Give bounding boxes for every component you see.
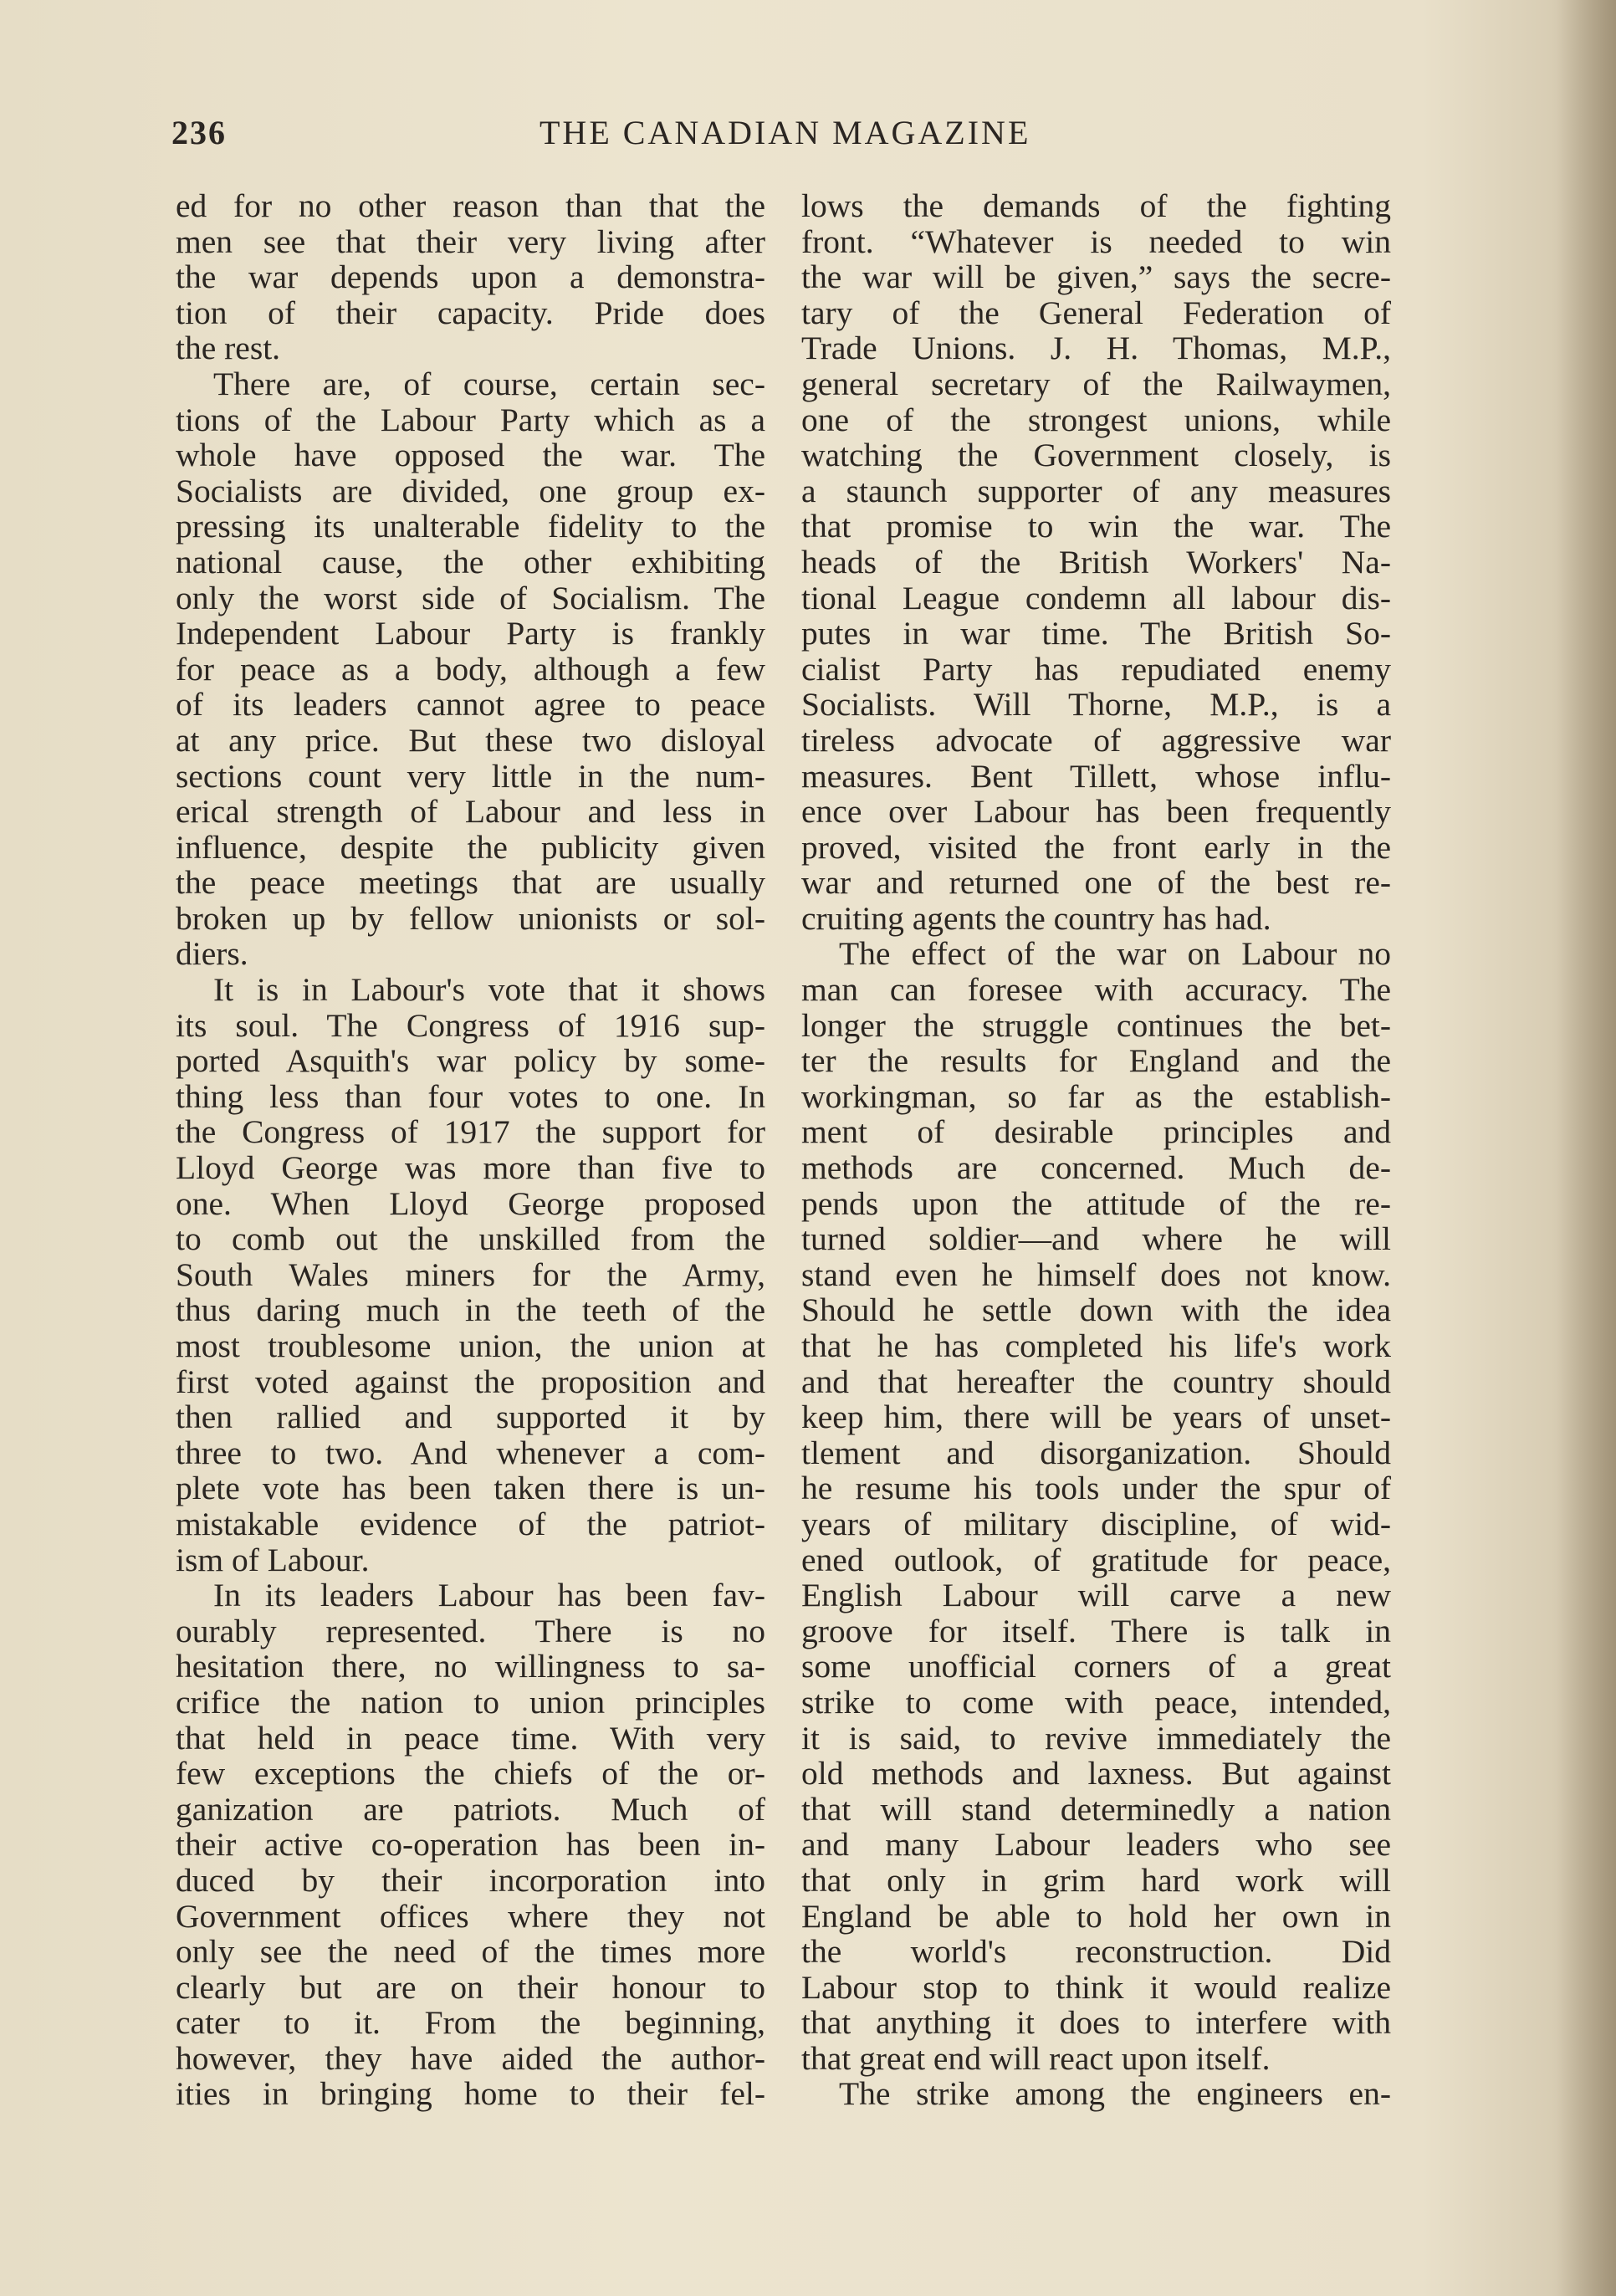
text-line: one. When Lloyd George proposed [176, 1184, 765, 1222]
page-number: 236 [171, 114, 227, 151]
text-line: ganization are patriots. Much of [176, 1790, 765, 1828]
text-line: whole have opposed the war. The [176, 437, 765, 474]
text-line: longer the struggle continues the bet- [801, 1006, 1391, 1044]
text-line: watching the Government closely, is [801, 437, 1391, 474]
text-line: heads of the British Workers' Na- [801, 543, 1391, 580]
text-line: Trade Unions. J. H. Thomas, M.P., [801, 330, 1391, 367]
text-line: erical strength of Labour and less in [176, 793, 765, 831]
text-line: ence over Labour has been frequently [801, 793, 1391, 831]
text-line: cruiting agents the country has had. [801, 899, 1271, 937]
text-line: that great end will react upon itself. [801, 2039, 1271, 2077]
text-line: the war depends upon a demonstra- [176, 258, 765, 296]
text-line: influence, despite the publicity given [176, 828, 765, 866]
text-line: methods are concerned. Much de- [801, 1149, 1391, 1187]
text-line: broken up by fellow unionists or sol- [176, 899, 765, 937]
text-line: tion of their capacity. Pride does [176, 294, 765, 331]
text-line: some unofficial corners of a great [801, 1648, 1391, 1685]
text-line: the war will be given,” says the secre- [801, 258, 1391, 296]
text-line: diers. [176, 935, 248, 973]
text-line: general secretary of the Railwaymen, [801, 365, 1391, 402]
text-line: a staunch supporter of any measures [801, 472, 1391, 509]
text-line: English Labour will carve a new [801, 1577, 1391, 1614]
text-line: at any price. But these two disloyal [176, 721, 765, 759]
text-line: workingman, so far as the establish- [801, 1077, 1391, 1115]
text-line: Should he settle down with the idea [801, 1291, 1391, 1329]
text-line: however, they have aided the author- [176, 2039, 765, 2077]
text-line: Socialists are divided, one group ex- [176, 472, 765, 509]
text-line: Lloyd George was more than five to [176, 1149, 765, 1187]
text-line: ported Asquith's war policy by some- [176, 1042, 765, 1080]
text-line: national cause, the other exhibiting [176, 543, 765, 580]
text-line: The effect of the war on Labour no [839, 935, 1391, 973]
text-line: its soul. The Congress of 1916 sup- [176, 1006, 765, 1044]
text-line: South Wales miners for the Army, [176, 1255, 765, 1293]
right-column [801, 188, 1391, 2112]
text-line: plete vote has been taken there is un- [176, 1470, 765, 1507]
text-line: most troublesome union, the union at [176, 1327, 765, 1364]
text-line: the rest. [176, 330, 281, 367]
text-line: the peace meetings that are usually [176, 864, 765, 902]
text-line: tary of the General Federation of [801, 294, 1391, 331]
text-line: war and returned one of the best re- [801, 864, 1391, 902]
text-line: tireless advocate of aggressive war [801, 721, 1391, 759]
text-line: Government offices where they not [176, 1897, 765, 1935]
text-line: of its leaders cannot agree to peace [176, 686, 765, 724]
text-line: strike to come with peace, intended, [801, 1683, 1391, 1721]
text-line: and that hereafter the country should [801, 1363, 1391, 1400]
text-line: tlement and disorganization. Should [801, 1434, 1391, 1471]
left-column [176, 188, 765, 2112]
text-line: turned soldier—and where he will [801, 1220, 1391, 1258]
text-line: only see the need of the times more [176, 1933, 765, 1971]
text-line: clearly but are on their honour to [176, 1968, 765, 2006]
page-header [171, 113, 1393, 163]
text-line: one of the strongest unions, while [801, 401, 1391, 438]
text-line: three to two. And whenever a com- [176, 1434, 765, 1471]
text-line: tions of the Labour Party which as a [176, 401, 765, 438]
page-edge-shadow [1557, 0, 1616, 2296]
text-line: In its leaders Labour has been fav- [213, 1577, 765, 1614]
text-line: cater to it. From the beginning, [176, 2004, 765, 2042]
text-line: their active co-operation has been in- [176, 1826, 765, 1864]
text-line: keep him, there will be years of unset- [801, 1399, 1391, 1436]
text-line: ourably represented. There is no [176, 1612, 765, 1649]
text-line: There are, of course, certain sec- [213, 365, 765, 402]
text-line: that only in grim hard work will [801, 1861, 1391, 1899]
text-line: it is said, to revive immediately the [801, 1719, 1391, 1757]
text-line: tional League condemn all labour dis- [801, 579, 1391, 616]
text-line: ened outlook, of gratitude for peace, [801, 1541, 1391, 1578]
text-line: he resume his tools under the spur of [801, 1470, 1391, 1507]
text-line: that he has completed his life's work [801, 1327, 1391, 1364]
text-line: men see that their very living after [176, 222, 765, 260]
text-line: Socialists. Will Thorne, M.P., is a [801, 686, 1391, 724]
text-line: that held in peace time. With very [176, 1719, 765, 1757]
text-line: crifice the nation to union principles [176, 1683, 765, 1721]
text-line: to comb out the unskilled from the [176, 1220, 765, 1258]
text-line: duced by their incorporation into [176, 1861, 765, 1899]
text-line: lows the demands of the fighting [801, 187, 1391, 224]
text-line: the Congress of 1917 the support for [176, 1113, 765, 1151]
text-line: It is in Labour's vote that it shows [213, 971, 765, 1009]
text-line: groove for itself. There is talk in [801, 1612, 1391, 1649]
text-line: measures. Bent Tillett, whose influ- [801, 757, 1391, 795]
text-line: ed for no other reason than that the [176, 187, 765, 224]
running-head: THE CANADIAN MAGAZINE [540, 114, 1031, 151]
text-line: few exceptions the chiefs of the or- [176, 1755, 765, 1792]
text-line: that anything it does to interfere with [801, 2004, 1391, 2042]
text-line: old methods and laxness. But against [801, 1755, 1391, 1792]
text-line: ism of Labour. [176, 1541, 370, 1578]
text-line: putes in war time. The British So- [801, 615, 1391, 652]
text-line: that promise to win the war. The [801, 508, 1391, 545]
text-line: ment of desirable principles and [801, 1113, 1391, 1151]
text-line: mistakable evidence of the patriot- [176, 1505, 765, 1542]
text-line: that will stand determinedly a nation [801, 1790, 1391, 1828]
text-line: ter the results for England and the [801, 1042, 1391, 1080]
text-line: Labour stop to think it would realize [801, 1968, 1391, 2006]
text-line: man can foresee with accuracy. The [801, 971, 1391, 1009]
text-line: then rallied and supported it by [176, 1399, 765, 1436]
text-line: hesitation there, no willingness to sa- [176, 1648, 765, 1685]
text-line: pends upon the attitude of the re- [801, 1184, 1391, 1222]
text-line: proved, visited the front early in the [801, 828, 1391, 866]
text-line: for peace as a body, although a few [176, 650, 765, 688]
text-line: England be able to hold her own in [801, 1897, 1391, 1935]
text-line: sections count very little in the num- [176, 757, 765, 795]
text-line: pressing its unalterable fidelity to the [176, 508, 765, 545]
text-line: front. “Whatever is needed to win [801, 222, 1391, 260]
text-line: only the worst side of Socialism. The [176, 579, 765, 616]
text-line: thus daring much in the teeth of the [176, 1291, 765, 1329]
text-line: ities in bringing home to their fel- [176, 2075, 765, 2113]
text-line: thing less than four votes to one. In [176, 1077, 765, 1115]
text-line: stand even he himself does not know. [801, 1255, 1391, 1293]
text-line: years of military discipline, of wid- [801, 1505, 1391, 1542]
text-line: Independent Labour Party is frankly [176, 615, 765, 652]
text-line: first voted against the proposition and [176, 1363, 765, 1400]
text-line: and many Labour leaders who see [801, 1826, 1391, 1864]
text-line: The strike among the engineers en- [839, 2075, 1391, 2113]
text-line: cialist Party has repudiated enemy [801, 650, 1391, 688]
text-line: the world's reconstruction. Did [801, 1933, 1391, 1971]
